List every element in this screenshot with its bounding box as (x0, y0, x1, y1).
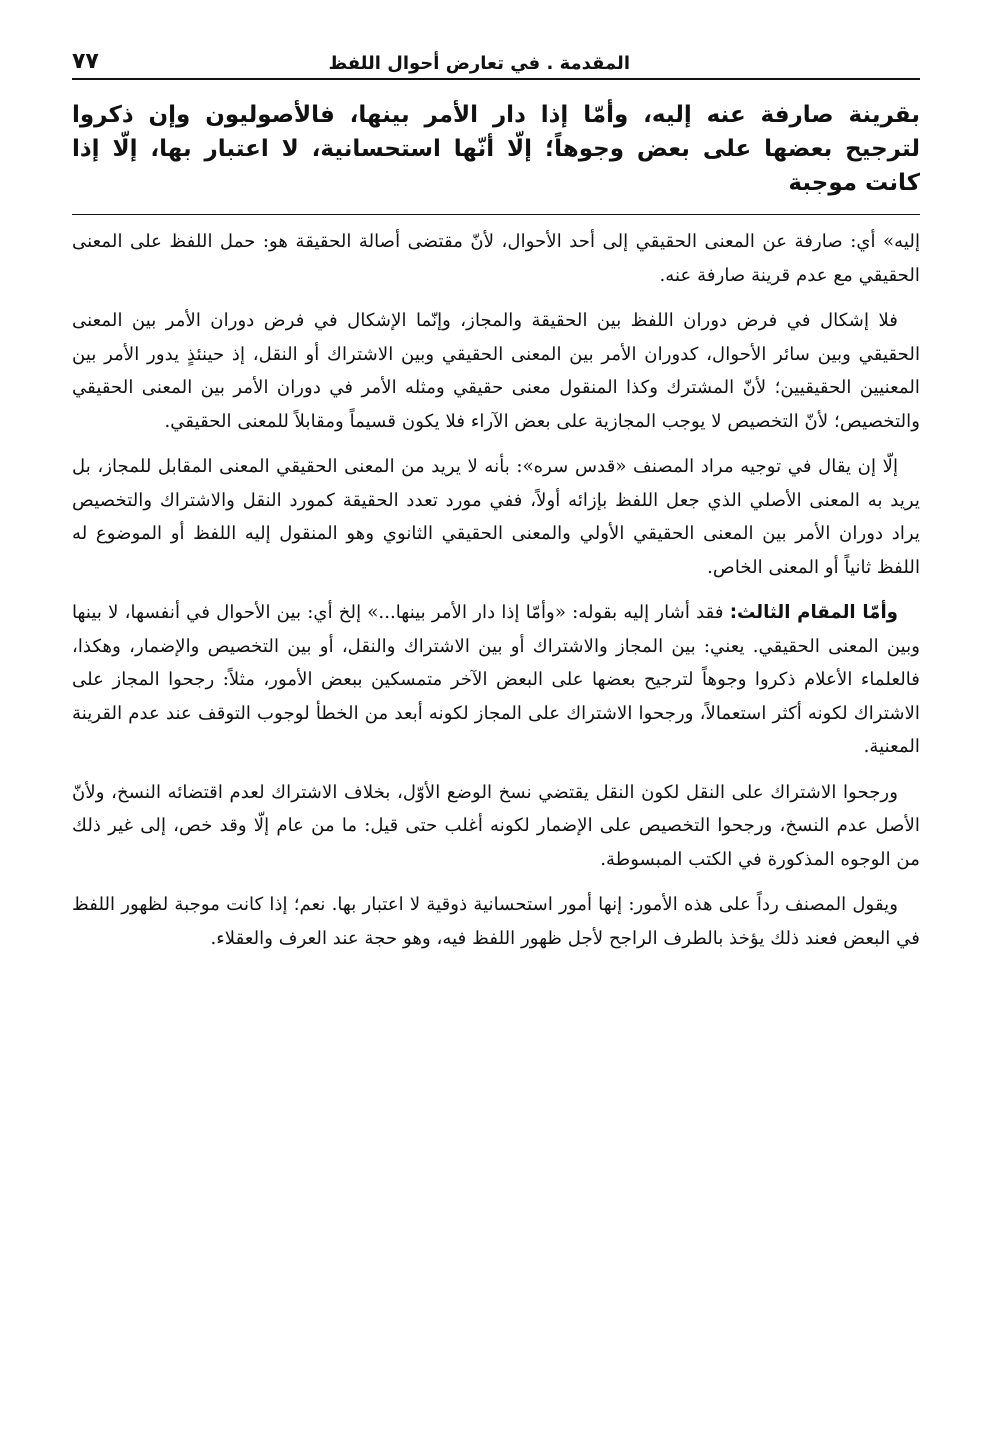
commentary-paragraph-3: إلّا إن يقال في توجيه مراد المصنف «قدس سره»: بأنه لا يريد من المعنى الحقيقي المعنى المقابل للمجاز، بل يريد به المعنى الأصلي الذي جعل اللفظ بإزائه أولاً، ففي مورد تعدد الحقيقة كمورد النقل والاشتراك والتخصيص يراد دوران الأمر بين المعنى الحقيقي الأولي والمعنى الحقيقي الثانوي وهو المنقول إليه اللفظ أو الموضوع له اللفظ ثانياً أو المعنى الخاص. (72, 456, 920, 578)
commentary-paragraph-6: ويقول المصنف رداً على هذه الأمور: إنها أمور استحسانية ذوقية لا اعتبار بها. نعم؛ إذا كانت موجبة لظهور اللفظ في البعض فعند ذلك يؤخذ بالطرف الراجح لأجل ظهور اللفظ فيه، وهو حجة عند العرف والعقلاء. (72, 894, 920, 949)
section-heading-third: وأمّا المقام الثالث: (729, 602, 898, 623)
commentary-paragraph-5: ورجحوا الاشتراك على النقل لكون النقل يقتضي نسخ الوضع الأوّل، بخلاف الاشتراك لعدم اقتضائه النسخ، ولأنّ الأصل عدم النسخ، ورجحوا التخصيص على الإضمار لكونه أغلب حتى قيل: ما من عام إلّا وقد خص، إلى غير ذلك من الوجوه المذكورة في الكتب المبسوطة. (72, 781, 920, 870)
separator-line (72, 214, 920, 215)
page-header (72, 40, 920, 80)
commentary-paragraph-4 (72, 596, 920, 764)
commentary (72, 225, 920, 955)
book-page (72, 40, 920, 967)
matn-text: بقرينة صارفة عنه إليه، وأمّا إذا دار الأمر بينها، فالأصوليون وإن ذكروا لترجيح بعضها على بعض وجوهاً؛ إلّا أنّها استحسانية، لا اعتبار بها، إلّا إذا كانت موجبة (72, 102, 920, 196)
page-number: ٧٧ (72, 49, 99, 74)
commentary-paragraph-1: إليه» أي: صارفة عن المعنى الحقيقي إلى أحد الأحوال، لأنّ مقتضى أصالة الحقيقة هو: حمل اللفظ على المعنى الحقيقي مع عدم قرينة صارفة عنه. (72, 231, 920, 286)
commentary-paragraph-2: فلا إشكال في فرض دوران اللفظ بين الحقيقة والمجاز، وإنّما الإشكال في فرض دوران الأمر بين المعنى الحقيقي وبين سائر الأحوال، كدوران الأمر بين المعنى الحقيقي وبين الاشتراك أو النقل، إذ حينئذٍ يدور الأمر بين المعنيين الحقيقيين؛ لأنّ المشترك وكذا المنقول معنى حقيقي ومثله الأمر في دوران الأمر بين المعنى الحقيقي والتخصيص؛ لأنّ التخصيص لا يوجب المجازية على بعض الآراء فلا يكون قسيماً ومقابلاً للمعنى الحقيقي. (72, 310, 920, 432)
commentary-paragraph-4-body: فقد أشار إليه بقوله: «وأمّا إذا دار الأمر بينها...» إلخ أي: بين الأحوال في أنفسها، لا بينها وبين المعنى الحقيقي. يعني: بين المجاز والاشتراك أو بين الاشتراك والنقل، أو بين التخصيص والإضمار، وهكذا، فالعلماء الأعلام ذكروا وجوهاً لترجيح بعضها على البعض الآخر متمسكين ببعض الأمور، مثلاً: رجحوا المجاز على الاشتراك لكونه أكثر استعمالاً، ورجحوا الاشتراك على المجاز لكونه أبعد من الخطأ لوجوب التوقف عند عدم القرينة المعنية. (72, 602, 920, 757)
running-title: المقدمة . في تعارض أحوال اللفظ (328, 53, 630, 74)
